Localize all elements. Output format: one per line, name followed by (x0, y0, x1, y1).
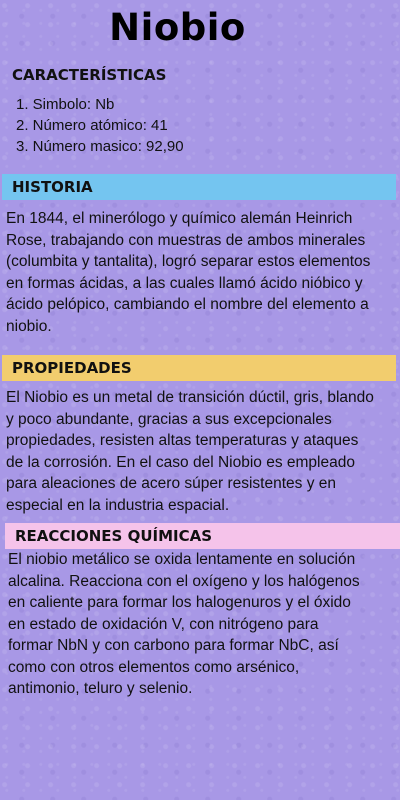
text-line: formar NbN y con carbono para formar NbC, así (8, 637, 339, 654)
text-line: Rose, trabajando con muestras de ambos minerales (6, 231, 366, 249)
reacciones-heading-band (5, 523, 400, 549)
text-line: niobio. (6, 317, 52, 335)
propiedades-heading-band (2, 355, 396, 381)
text-line: ácido pelópico, cambiando el nombre del elemento a (6, 296, 369, 313)
caracteristicas-heading: CARACTERÍSTICAS (12, 66, 167, 84)
text-line: en estado de oxidación V, con nitrógeno para (8, 615, 319, 633)
text-line: en caliente para formar los halogenuros y el óxido (8, 594, 351, 611)
text-line: especial en la industria espacial. (6, 496, 230, 514)
text-line: como con otros elementos como arsénico, (8, 658, 300, 676)
text-line: y poco abundante, gracias a sus excepcionales (6, 410, 332, 428)
text-line: En 1844, el minerólogo y químico alemán Heinrich (6, 210, 353, 227)
text-line: en formas ácidas, a las cuales llamó ácido nióbico y (6, 274, 363, 292)
list-item: 1. Simbolo: Nb (16, 96, 115, 113)
reacciones-heading: REACCIONES QUÍMICAS (15, 527, 213, 545)
list-item: 2. Número atómico: 41 (16, 117, 168, 134)
list-item: 3. Número masico: 92,90 (16, 138, 184, 155)
text-line: (columbita y tantalita), logró separar estos elementos (6, 253, 371, 270)
text-line: alcalina. Reacciona con el oxígeno y los halógenos (8, 572, 360, 590)
text-line: El niobio metálico se oxida lentamente en solución (8, 551, 356, 568)
text-line: propiedades, resisten altas temperaturas y ataques (6, 432, 359, 449)
text-line: El Niobio es un metal de transición dúctil, gris, blando (6, 389, 374, 406)
propiedades-heading: PROPIEDADES (12, 359, 132, 377)
historia-paragraph (6, 208, 400, 337)
propiedades-paragraph (6, 387, 400, 516)
text-line: antimonio, teluro y selenio. (8, 680, 193, 697)
caracteristicas-list (16, 94, 184, 157)
reacciones-paragraph (8, 549, 400, 700)
text-line: para aleaciones de acero súper resistentes y en (6, 475, 337, 492)
historia-heading-band (2, 174, 396, 200)
page-title: Niobio (109, 6, 246, 49)
historia-heading: HISTORIA (12, 178, 93, 196)
text-line: de la corrosión. En el caso del Niobio es empleado (6, 453, 355, 471)
